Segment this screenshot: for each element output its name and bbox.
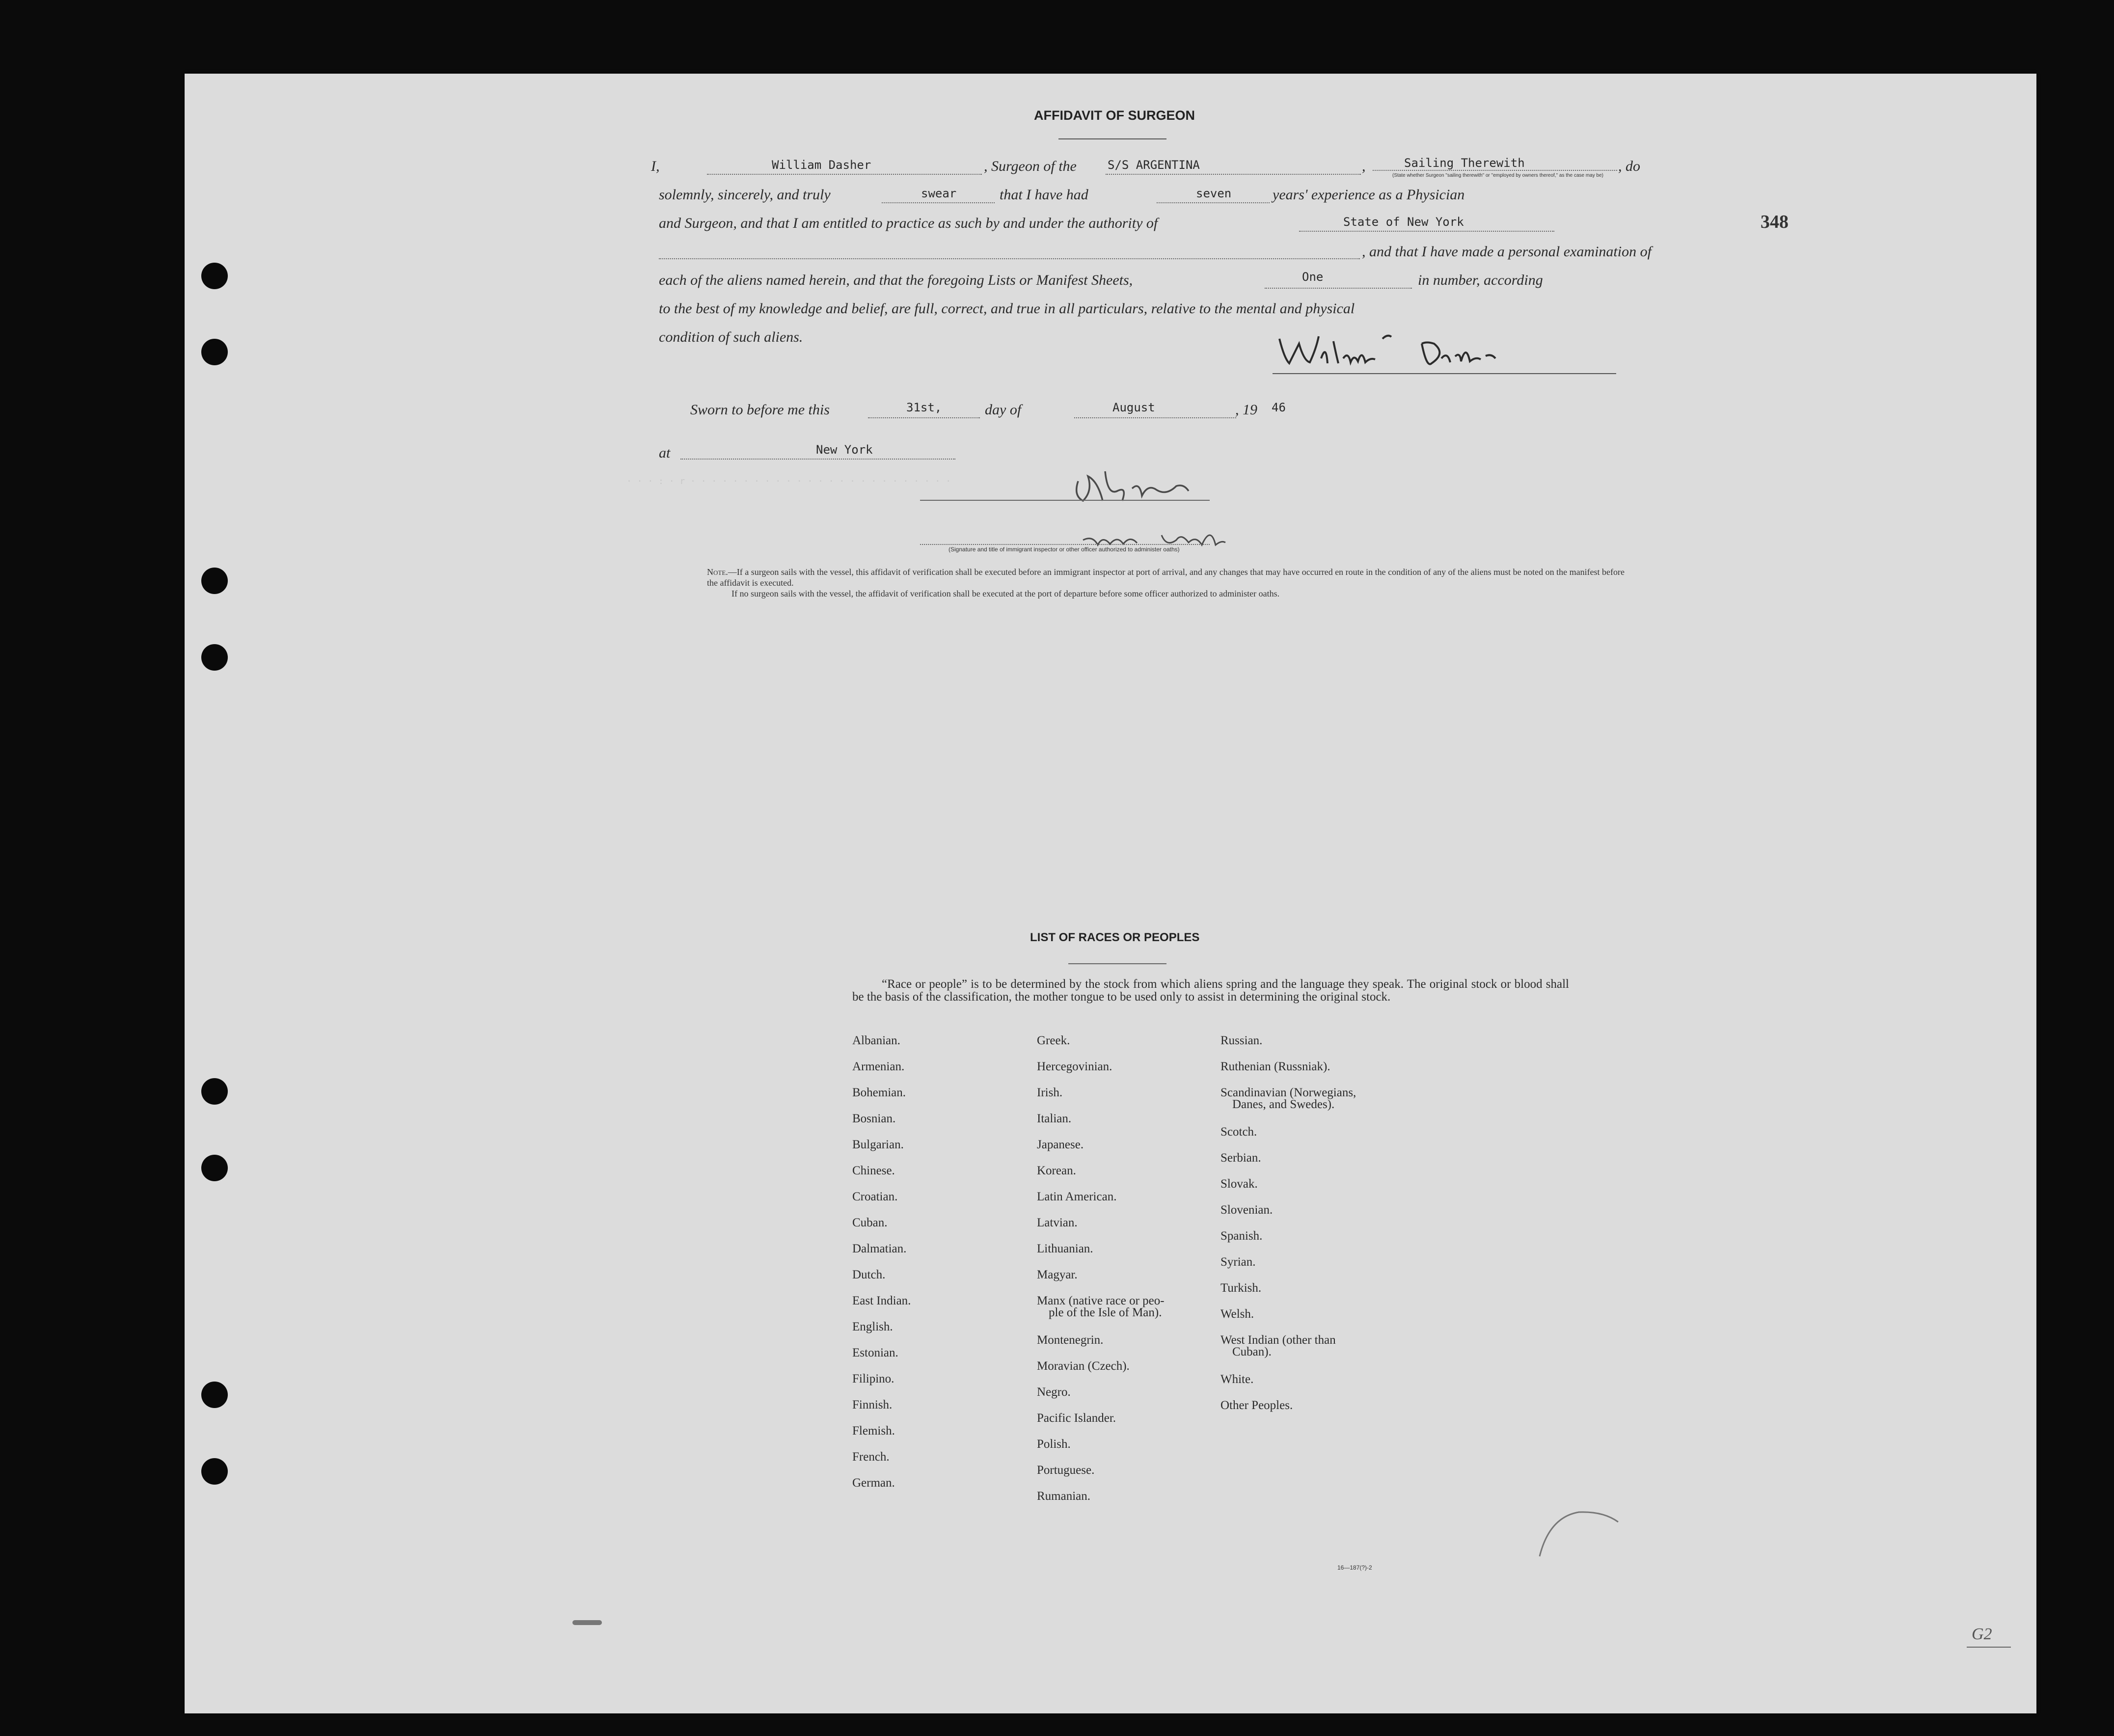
race-item <box>1220 1061 1330 1073</box>
race-item <box>1037 1113 1071 1125</box>
count-underline <box>1265 288 1412 289</box>
race-item <box>852 1295 911 1307</box>
line1-comma: , <box>1362 158 1366 174</box>
races-intro: “Race or people” is to be determined by the stock from which aliens spring and the language they speak. The original stock or blood shall be the basis of the classification, the mother tongue to be used only to assist in determining the original stock. <box>852 977 1569 1004</box>
inspector-line-2 <box>920 544 1210 545</box>
race-item-line: Irish. <box>1037 1086 1063 1099</box>
binder-hole <box>201 1382 228 1408</box>
race-item <box>852 1113 895 1125</box>
race-item <box>1037 1061 1112 1073</box>
race-item <box>1037 1191 1116 1203</box>
race-item <box>1220 1035 1262 1047</box>
place-underline <box>680 459 955 460</box>
race-item <box>852 1139 904 1151</box>
race-item-line: Other Peoples. <box>1220 1399 1293 1412</box>
status-note: (State whether Surgeon "sailing therewith" or "employed by owners thereof," as the case may be) <box>1392 173 1603 178</box>
race-item <box>852 1425 895 1437</box>
note-paragraph <box>707 567 1630 599</box>
status-underline <box>1373 170 1617 171</box>
sailing-status: Sailing Therewith <box>1404 156 1525 170</box>
race-item <box>1037 1491 1090 1502</box>
race-item-line: East Indian. <box>852 1294 911 1307</box>
race-item-line: Russian. <box>1220 1034 1263 1047</box>
sworn-text1: Sworn to before me this <box>690 402 830 418</box>
race-item-line: Scotch. <box>1220 1125 1257 1139</box>
race-item <box>1220 1282 1261 1294</box>
smudge-mark <box>572 1620 602 1625</box>
oath-word: swear <box>921 187 957 200</box>
sworn-month: August <box>1112 401 1155 414</box>
race-item-line: Montenegrin. <box>1037 1333 1104 1347</box>
race-item-line: German. <box>852 1476 895 1490</box>
oath-underline <box>882 202 995 203</box>
inspector-signature <box>1019 461 1363 574</box>
race-item-line: West Indian (other than <box>1220 1333 1336 1347</box>
races-title: LIST OF RACES OR PEOPLES <box>1030 931 1200 944</box>
line2-text3: years' experience as a Physician <box>1273 187 1465 203</box>
inspector-line-1 <box>920 500 1210 501</box>
page-number: 348 <box>1761 212 1789 232</box>
race-item <box>1220 1256 1256 1268</box>
signature-caption: (Signature and title of immigrant inspector or other officer authorized to administer oaths) <box>949 546 1180 553</box>
race-item <box>1037 1139 1084 1151</box>
sworn-year: 46 <box>1272 401 1286 414</box>
race-item <box>1037 1438 1071 1450</box>
race-item <box>1037 1334 1103 1346</box>
race-item-line: Bosnian. <box>852 1112 896 1125</box>
sworn-text2: day of <box>985 402 1022 418</box>
race-item-line: Magyar. <box>1037 1268 1078 1281</box>
race-item-line: Danes, and Swedes). <box>1232 1098 1335 1111</box>
race-item <box>1220 1152 1261 1164</box>
sworn-day: 31st, <box>906 401 942 414</box>
years-underline <box>1157 202 1270 203</box>
race-item-line: Moravian (Czech). <box>1037 1359 1130 1373</box>
sworn-place: New York <box>816 443 873 457</box>
race-item-line: Japanese. <box>1037 1138 1084 1151</box>
race-item <box>1037 1035 1070 1047</box>
race-item <box>1037 1217 1078 1229</box>
race-item <box>1037 1295 1165 1319</box>
race-item-line: Croatian. <box>852 1190 898 1203</box>
surgeon-name: William Dasher <box>772 158 871 172</box>
race-item <box>1220 1230 1262 1242</box>
race-item <box>1037 1360 1130 1372</box>
race-item-line: Negro. <box>1037 1385 1071 1399</box>
line1-do: , do <box>1618 158 1640 174</box>
form-number: 16—187(?)-2 <box>1337 1564 1372 1571</box>
surgeon-signature <box>1265 324 1618 383</box>
race-item <box>1037 1386 1071 1398</box>
race-item-line: Italian. <box>1037 1112 1072 1125</box>
race-item <box>852 1347 898 1359</box>
corner-mark: G2 <box>1972 1625 1992 1643</box>
race-item <box>1220 1308 1254 1320</box>
line4-text: , and that I have made a personal examination of <box>1362 244 1652 260</box>
ship-name: S/S ARGENTINA <box>1108 158 1200 172</box>
race-item <box>852 1399 892 1411</box>
binder-hole <box>201 339 228 365</box>
race-item-line: Lithuanian. <box>1037 1242 1093 1255</box>
race-item <box>852 1035 900 1047</box>
line2-text2: that I have had <box>1000 187 1088 203</box>
authority: State of New York <box>1343 215 1464 229</box>
race-item-line: Finnish. <box>852 1398 893 1411</box>
race-item-line: Dutch. <box>852 1268 886 1281</box>
note-line1: —If a surgeon sails with the vessel, this affidavit of verification shall be executed before an immigrant inspector at port of arrival, and any changes that may have occurred en route in the condition of any of the aliens must be noted on the manifest before the affidavit is executed. <box>707 567 1625 588</box>
corner-mark-underline <box>1967 1647 2011 1648</box>
race-item-line: Latin American. <box>1037 1190 1117 1203</box>
race-item-line: Pacific Islander. <box>1037 1411 1116 1425</box>
race-item-line: Cuban. <box>852 1216 888 1229</box>
race-item-line: Bohemian. <box>852 1086 906 1099</box>
race-item-line: Flemish. <box>852 1424 895 1438</box>
race-item-line: White. <box>1220 1373 1254 1386</box>
race-item-line: Korean. <box>1037 1164 1076 1177</box>
race-item <box>1037 1269 1078 1281</box>
line6-text: to the best of my knowledge and belief, are full, correct, and true in all particulars, relative to the mental and physical <box>659 300 1355 317</box>
race-item-line: Hercegovinian. <box>1037 1060 1112 1073</box>
race-item <box>852 1373 894 1385</box>
race-item <box>1220 1126 1257 1138</box>
binder-hole <box>201 1458 228 1485</box>
authority-underline <box>1299 231 1554 232</box>
race-item <box>1037 1087 1062 1099</box>
race-item <box>1220 1400 1293 1411</box>
race-item-line: Latvian. <box>1037 1216 1078 1229</box>
line7-text: condition of such aliens. <box>659 329 803 345</box>
race-item <box>1220 1178 1258 1190</box>
signature-line <box>1273 373 1616 374</box>
binder-hole <box>201 263 228 289</box>
race-item-line: Welsh. <box>1220 1307 1254 1321</box>
race-item-line: Scandinavian (Norwegians, <box>1220 1086 1356 1099</box>
line5-text2: in number, according <box>1418 272 1543 288</box>
race-item-line: Armenian. <box>852 1060 905 1073</box>
race-item <box>1037 1243 1093 1255</box>
line5-text1: each of the aliens named herein, and that the foregoing Lists or Manifest Sheets, <box>659 272 1133 288</box>
binder-hole <box>201 568 228 594</box>
surgeon-name-underline <box>707 174 982 175</box>
years-experience: seven <box>1196 187 1232 200</box>
day-underline <box>868 417 980 418</box>
races-underline <box>1068 963 1166 964</box>
note-label: Note. <box>707 567 728 577</box>
line1-surgeon-of: , Surgeon of the <box>984 158 1077 174</box>
race-item <box>852 1269 885 1281</box>
race-item <box>1220 1204 1273 1216</box>
race-item-line: ple of the Isle of Man). <box>1049 1306 1162 1319</box>
line2-text1: solemnly, sincerely, and truly <box>659 187 831 203</box>
race-item-line: French. <box>852 1450 890 1464</box>
race-item-line: Cuban). <box>1232 1345 1272 1358</box>
race-item-line: Portuguese. <box>1037 1464 1095 1477</box>
document-sheet <box>185 74 2036 1713</box>
line1-i: I, <box>651 158 660 174</box>
at-label: at <box>659 445 671 461</box>
race-item <box>1037 1165 1076 1177</box>
race-item-line: Serbian. <box>1220 1151 1261 1165</box>
race-item-line: Turkish. <box>1220 1281 1262 1295</box>
race-item-line: Spanish. <box>1220 1229 1263 1243</box>
line3-text1: and Surgeon, and that I am entitled to practice as such by and under the authority of <box>659 215 1158 231</box>
race-item <box>1037 1412 1116 1424</box>
race-item <box>1220 1334 1336 1358</box>
race-item-line: Polish. <box>1037 1438 1071 1451</box>
race-item <box>852 1061 904 1073</box>
race-item <box>852 1191 897 1203</box>
race-item-line: Ruthenian (Russniak). <box>1220 1060 1330 1073</box>
race-item-line: Filipino. <box>852 1372 894 1385</box>
race-item <box>1220 1087 1356 1111</box>
affidavit-title: AFFIDAVIT OF SURGEON <box>1034 108 1195 123</box>
race-item-line: Dalmatian. <box>852 1242 907 1255</box>
sworn-text3: , 19 <box>1235 402 1257 418</box>
blank-underline <box>659 258 1360 259</box>
race-item-line: Rumanian. <box>1037 1490 1091 1503</box>
race-item-line: Syrian. <box>1220 1255 1256 1269</box>
bleed-through-marks: · · · : · r · · · · · · · · · · · · · · · · · · · · · · · · · <box>626 476 951 487</box>
race-item <box>1037 1465 1094 1476</box>
binder-hole <box>201 1078 228 1105</box>
race-item <box>852 1217 888 1229</box>
race-item-line: Chinese. <box>852 1164 895 1177</box>
binder-hole <box>201 644 228 671</box>
binder-hole <box>201 1155 228 1181</box>
race-item-line: Bulgarian. <box>852 1138 904 1151</box>
note-line2: If no surgeon sails with the vessel, the affidavit of verification shall be executed at the port of departure before some officer authorized to administer oaths. <box>732 589 1280 598</box>
pencil-mark <box>1530 1507 1638 1566</box>
race-item-line: Albanian. <box>852 1034 900 1047</box>
race-item <box>852 1165 895 1177</box>
race-item-line: Manx (native race or peo- <box>1037 1294 1165 1307</box>
race-item <box>852 1087 906 1099</box>
race-item-line: Estonian. <box>852 1346 898 1359</box>
month-underline <box>1074 417 1236 418</box>
race-item <box>852 1477 895 1489</box>
title-underline <box>1058 138 1166 139</box>
ship-underline <box>1106 174 1361 175</box>
race-item <box>1220 1374 1253 1385</box>
race-item-line: Slovak. <box>1220 1177 1258 1191</box>
race-item <box>852 1451 890 1463</box>
race-item <box>852 1321 893 1333</box>
race-item-line: English. <box>852 1320 893 1333</box>
race-item <box>852 1243 906 1255</box>
race-item-line: Slovenian. <box>1220 1203 1273 1217</box>
sheet-count: One <box>1302 270 1324 284</box>
race-item-line: Greek. <box>1037 1034 1070 1047</box>
